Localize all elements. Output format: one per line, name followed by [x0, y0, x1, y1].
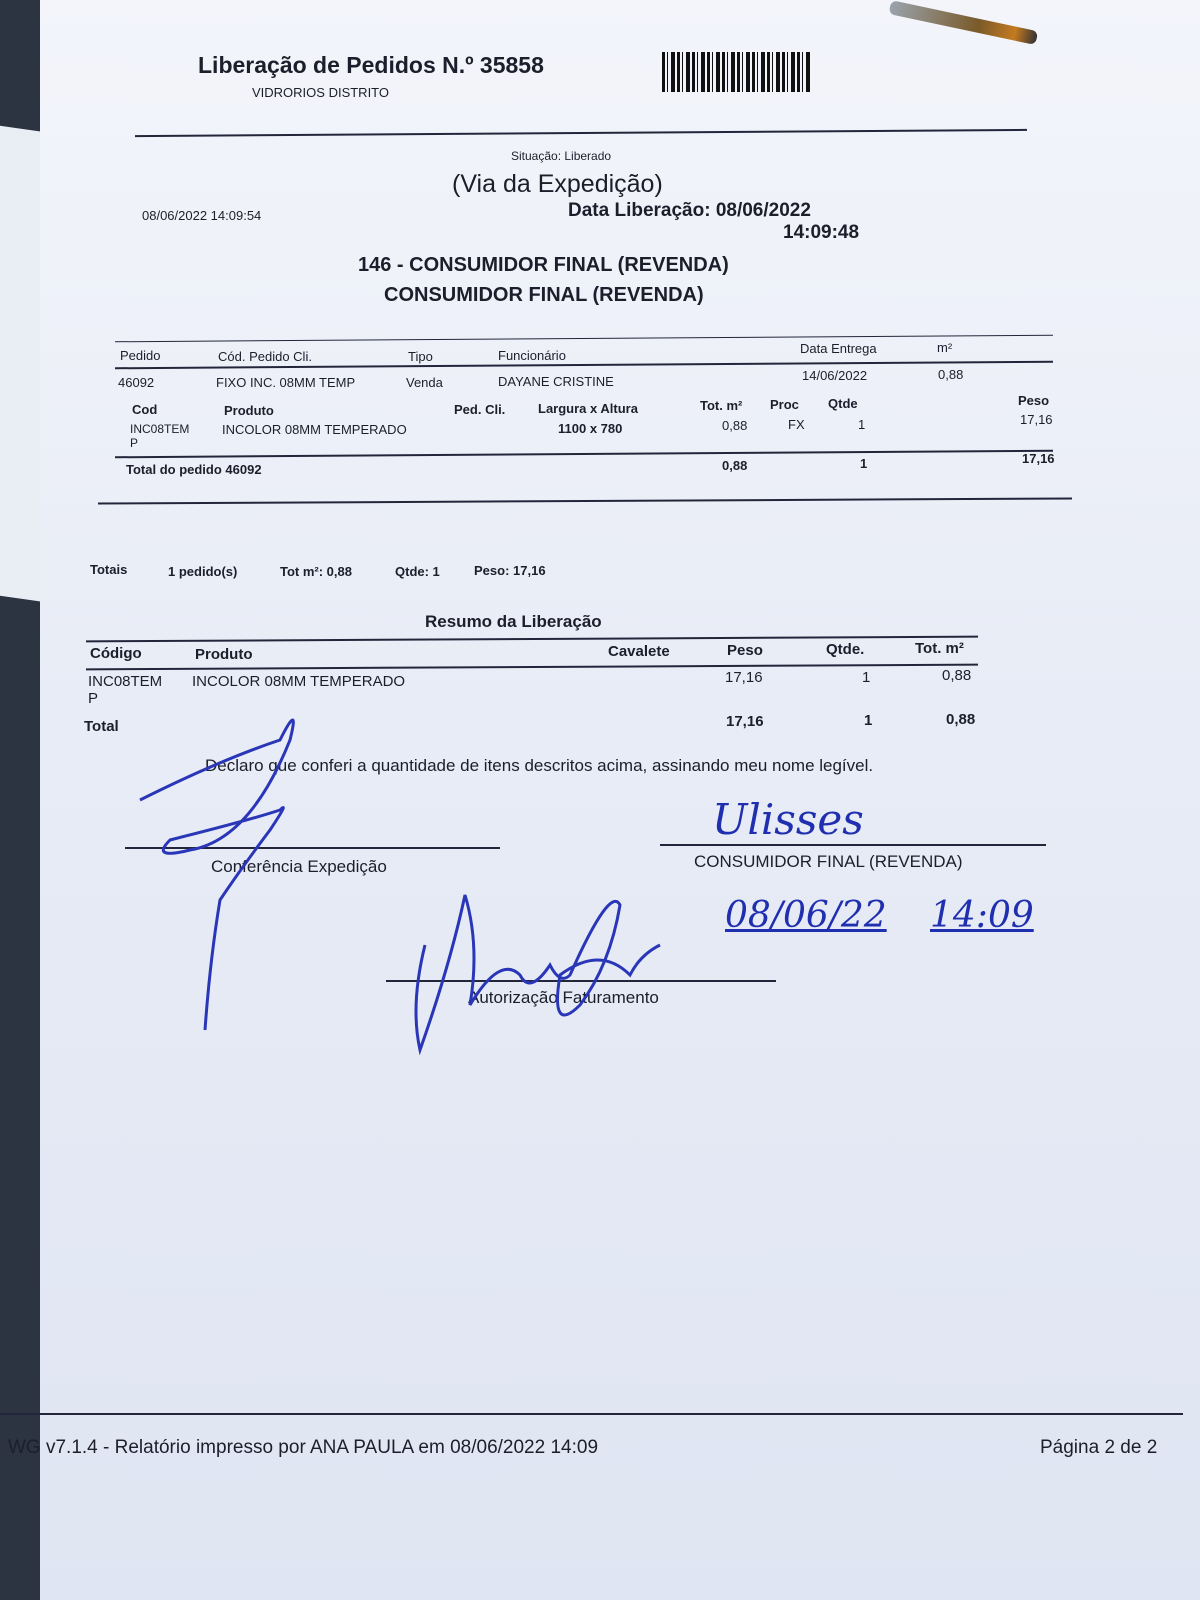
handwritten-date: 08/06/22 — [725, 895, 887, 936]
col-tipo: Tipo — [408, 349, 433, 364]
resumo-total-peso: 17,16 — [726, 713, 764, 730]
resumo-title: Resumo da Liberação — [425, 612, 602, 631]
handwritten-consumer-name: Ulisses — [712, 795, 864, 844]
via-title: (Via da Expedição) — [452, 170, 663, 198]
item-col-qtde: Qtde — [828, 396, 858, 411]
resumo-qtde: 1 — [862, 669, 871, 686]
data-liberacao: Data Liberação: 08/06/2022 — [568, 200, 811, 221]
resumo-total-label: Total — [84, 718, 119, 735]
order-total-m2: 0,88 — [722, 458, 748, 473]
hora-liberacao: 14:09:48 — [783, 222, 860, 243]
resumo-col-cavalete: Cavalete — [608, 643, 670, 660]
cliente-line1: 146 - CONSUMIDOR FINAL (REVENDA) — [358, 254, 729, 276]
resumo-total-tot-m2: 0,88 — [946, 711, 976, 728]
order-total-qtde: 1 — [860, 456, 868, 471]
footer-rule — [0, 1413, 1183, 1415]
conferencia-signature-scribble — [130, 700, 330, 1050]
totais-peso: Peso: 17,16 — [474, 563, 546, 578]
resumo-total-qtde: 1 — [864, 712, 873, 729]
totais-label: Totais — [90, 562, 128, 577]
resumo-col-qtde: Qtde. — [826, 641, 865, 658]
item-col-ped-cli: Ped. Cli. — [454, 402, 506, 417]
print-datetime: 08/06/2022 14:09:54 — [142, 208, 262, 223]
resumo-col-tot-m2: Tot. m² — [915, 640, 964, 657]
resumo-tot-m2: 0,88 — [942, 667, 972, 684]
order-pedido: 46092 — [118, 375, 155, 390]
resumo-col-peso: Peso — [727, 642, 763, 659]
col-m2: m² — [937, 340, 953, 355]
resumo-produto: INCOLOR 08MM TEMPERADO — [192, 673, 406, 690]
totais-qtde: Qtde: 1 — [395, 564, 440, 579]
col-pedido: Pedido — [120, 348, 161, 363]
resumo-codigo-line1: INC08TEM — [88, 673, 163, 690]
situacao-text: Situação: Liberado — [511, 149, 612, 163]
order-tipo: Venda — [406, 375, 443, 390]
order-m2: 0,88 — [938, 367, 964, 382]
order-total-peso: 17,16 — [1022, 451, 1055, 466]
resumo-peso: 17,16 — [725, 669, 763, 686]
handwritten-time: 14:09 — [930, 895, 1034, 936]
col-data-entrega: Data Entrega — [800, 341, 877, 356]
totais-pedidos: 1 pedido(s) — [168, 564, 238, 579]
item-proc: FX — [788, 417, 805, 432]
resumo-col-codigo: Código — [90, 645, 142, 662]
consumidor-label: CONSUMIDOR FINAL (REVENDA) — [694, 852, 963, 871]
autorizacao-label: Autorização Faturamento — [468, 988, 659, 1007]
item-cod-line2: P — [130, 436, 139, 450]
resumo-col-produto: Produto — [195, 646, 253, 663]
autorizacao-signature-scribble — [410, 885, 700, 1055]
barcode — [662, 52, 812, 92]
item-largura-altura: 1100 x 780 — [558, 421, 623, 436]
col-cod-pedido-cli: Cód. Pedido Cli. — [218, 349, 312, 364]
order-cod-pedido-cli: FIXO INC. 08MM TEMP — [216, 375, 356, 390]
order-total-label: Total do pedido 46092 — [126, 462, 262, 477]
footer-left: WG v7.1.4 - Relatório impresso por ANA PAULA em 08/06/2022 14:09 — [8, 1437, 599, 1458]
item-col-produto: Produto — [224, 403, 274, 418]
col-funcionario: Funcionário — [498, 348, 566, 363]
item-col-tot-m2: Tot. m² — [700, 398, 743, 413]
item-peso: 17,16 — [1020, 412, 1053, 427]
company-name: VIDRORIOS DISTRITO — [252, 85, 389, 100]
item-col-largura-altura: Largura x Altura — [538, 401, 638, 416]
order-funcionario: DAYANE CRISTINE — [498, 374, 614, 389]
order-data-entrega: 14/06/2022 — [802, 368, 868, 383]
consumidor-signature-line — [660, 844, 1046, 846]
declaration-text: Declaro que conferi a quantidade de itens descritos acima, assinando meu nome legível. — [205, 756, 874, 775]
item-produto: INCOLOR 08MM TEMPERADO — [222, 422, 407, 437]
item-tot-m2: 0,88 — [722, 418, 748, 433]
footer-page-number: Página 2 de 2 — [1040, 1437, 1158, 1458]
conferencia-label: Conferência Expedição — [211, 857, 387, 876]
item-col-proc: Proc — [770, 397, 799, 412]
cliente-line2: CONSUMIDOR FINAL (REVENDA) — [384, 284, 704, 306]
item-col-cod: Cod — [132, 402, 158, 417]
document-title: Liberação de Pedidos N.º 35858 — [198, 52, 544, 78]
item-qtde: 1 — [858, 417, 866, 432]
resumo-codigo-line2: P — [88, 690, 99, 707]
totais-tot-m2: Tot m²: 0,88 — [280, 564, 352, 579]
item-col-peso: Peso — [1018, 393, 1050, 408]
item-cod-line1: INC08TEM — [130, 422, 190, 436]
